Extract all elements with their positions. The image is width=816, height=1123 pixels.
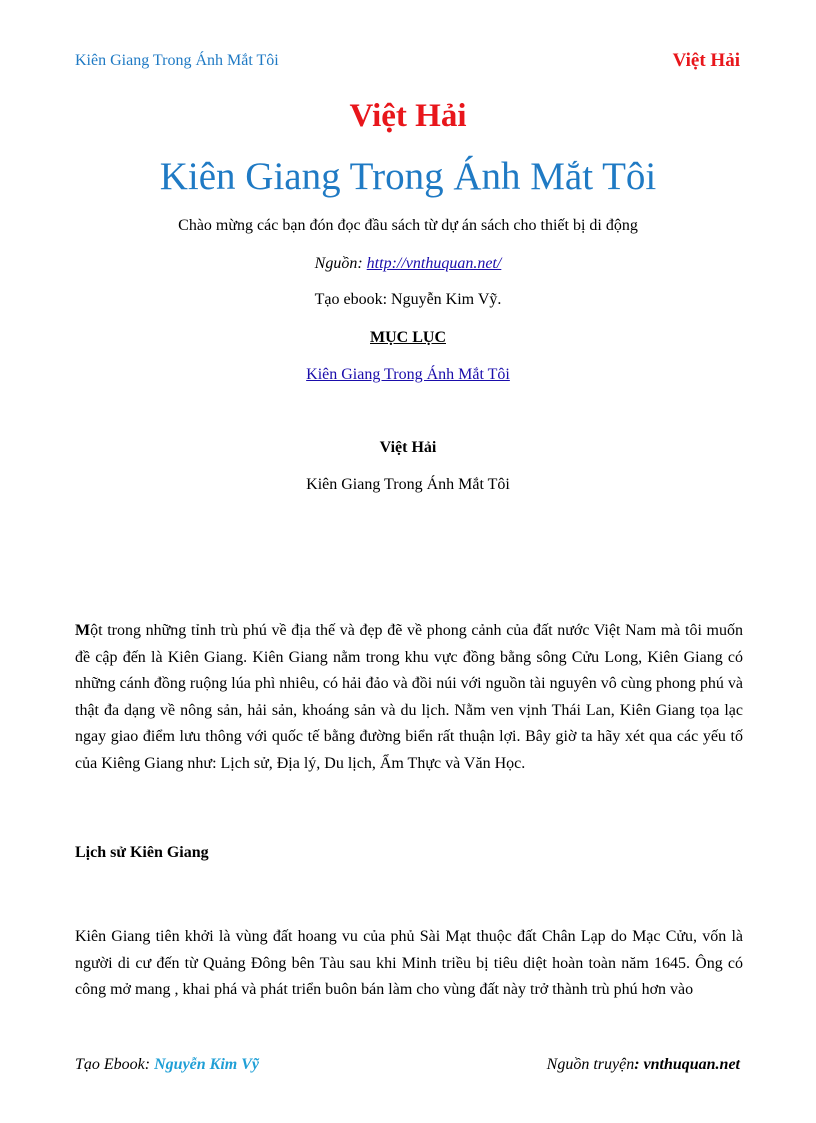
chapter-title: Kiên Giang Trong Ánh Mắt Tôi: [306, 476, 510, 493]
body-paragraph-2: Kiên Giang tiên khởi là vùng đất hoang vu của phủ Sài Mạt thuộc đất Chân Lạp do Mạc Cửu, vốn là người di cư đến từ Quảng Đông bên Tàu sau khi Minh triều bị tiêu diệt hoàn toàn năm 1645. Ông có công mở mang , khai phá và phát triển buôn bán làm cho vùng đất này trở thành trù phú hơn vào: [75, 928, 743, 998]
footer-left-label: Tạo Ebook: [75, 1056, 145, 1073]
footer-left-sep: :: [144, 1056, 155, 1073]
footer-right-label: Nguồn truyện: [546, 1056, 635, 1073]
header-author: Việt Hải: [672, 50, 740, 71]
title-author: Việt Hải: [349, 98, 467, 134]
chapter-author: Việt Hải: [379, 439, 437, 456]
footer-creator-name: Nguyễn Kim Vỹ: [154, 1056, 259, 1073]
welcome-text: Chào mừng các bạn đón đọc đầu sách từ dự án sách cho thiết bị di động: [178, 217, 638, 234]
footer-ebook-credit: [75, 1056, 259, 1074]
section-heading-history: Lịch sử Kiên Giang: [75, 844, 209, 861]
title-book: Kiên Giang Trong Ánh Mắt Tôi: [159, 155, 657, 198]
footer-right-sep: :: [634, 1056, 644, 1073]
header-book-title: Kiên Giang Trong Ánh Mắt Tôi: [75, 52, 279, 69]
source-line: [0, 254, 816, 274]
footer-source: [547, 1056, 740, 1074]
drop-letter: M: [75, 622, 91, 639]
body-paragraph-1: [75, 618, 743, 777]
paragraph-1-text: ột trong những tỉnh trù phú về địa thế và đẹp đẽ về phong cảnh của đất nước Việt Nam mà tôi muốn đề cập đến là Kiên Giang. Kiên Giang nằm trong khu vực đồng bằng sông Cửu Long, Kiên Giang có những cánh đồng ruộng lúa phì nhiêu, có hải đảo và đồi núi với nguồn tài nguyên vô cùng phong phú và thật đa dạng về nông sản, hải sản, khoáng sản và du lịch. Nằm ven vịnh Thái Lan, Kiên Giang tọa lạc ngay giao điểm lưu thông với quốc tế bằng đường biển rất thuận lợi. Bây giờ ta hãy xét qua các yếu tố của Kiêng Giang như: Lịch sử, Địa lý, Du lịch, Ẩm Thực và Văn Học.: [75, 622, 743, 772]
source-link[interactable]: http://vnthuquan.net/: [366, 255, 502, 272]
toc-item-link[interactable]: Kiên Giang Trong Ánh Mắt Tôi: [306, 366, 510, 383]
ebook-credit: Tạo ebook: Nguyễn Kim Vỹ.: [314, 291, 502, 308]
toc-list: [0, 365, 816, 385]
source-label: Nguồn:: [314, 255, 367, 272]
footer-source-site: vnthuquan.net: [643, 1056, 740, 1073]
toc-heading: MỤC LỤC: [370, 329, 446, 346]
